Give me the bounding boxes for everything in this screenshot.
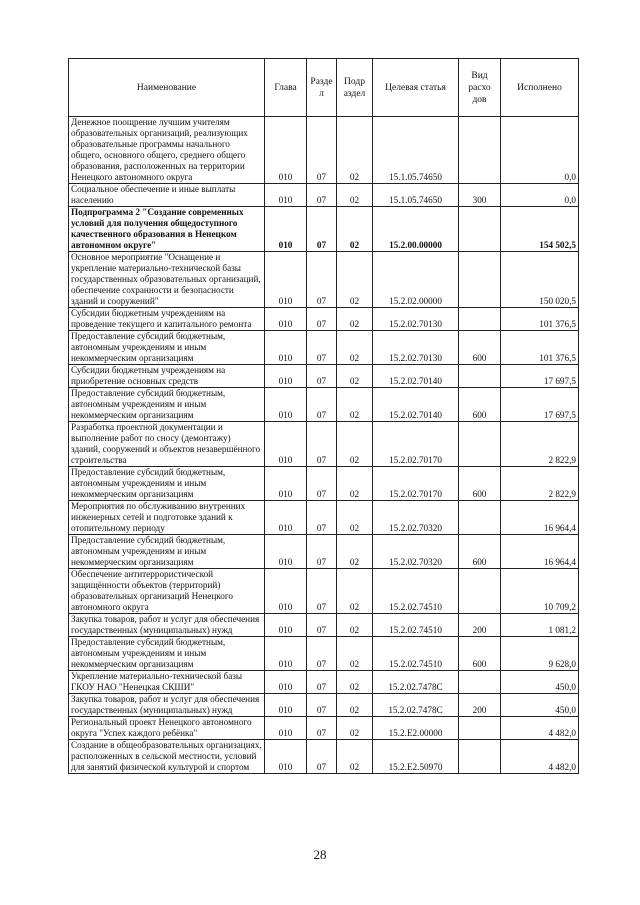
- row-target: 15.2.Е2.50970: [373, 740, 459, 774]
- row-name: Создание в общеобразовательных организациях, расположенных в сельской местности, условий для занятий физической культурой и спортом: [69, 740, 265, 774]
- row-vid: [459, 422, 501, 467]
- row-razdel: 07: [307, 117, 337, 184]
- row-razdel: 07: [307, 467, 337, 501]
- row-glava: 010: [265, 501, 307, 535]
- table-row: [69, 694, 579, 717]
- table-row: [69, 184, 579, 207]
- row-target: 15.1.05.74650: [373, 184, 459, 207]
- row-executed: 10 709,2: [501, 569, 579, 614]
- row-name: Закупка товаров, работ и услуг для обеспечения государственных (муниципальных) нужд: [69, 614, 265, 637]
- table-row: [69, 388, 579, 422]
- table-row: [69, 207, 579, 252]
- row-podrazdel: 02: [337, 308, 373, 331]
- row-podrazdel: 02: [337, 637, 373, 671]
- row-glava: 010: [265, 117, 307, 184]
- row-razdel: 07: [307, 637, 337, 671]
- row-razdel: 07: [307, 740, 337, 774]
- table-row: [69, 365, 579, 388]
- row-podrazdel: 02: [337, 501, 373, 535]
- row-name: Предоставление субсидий бюджетным, автономным учреждениям и иным некоммерческим организациям: [69, 331, 265, 365]
- row-glava: 010: [265, 467, 307, 501]
- row-podrazdel: 02: [337, 331, 373, 365]
- table-row: [69, 117, 579, 184]
- row-target: 15.2.02.7478С: [373, 671, 459, 694]
- row-vid: [459, 569, 501, 614]
- row-executed: 16 964,4: [501, 501, 579, 535]
- row-vid: 600: [459, 331, 501, 365]
- row-target: 15.2.02.70130: [373, 308, 459, 331]
- table-row: [69, 501, 579, 535]
- row-razdel: 07: [307, 365, 337, 388]
- row-name: Социальное обеспечение и иные выплаты населению: [69, 184, 265, 207]
- row-executed: 17 697,5: [501, 365, 579, 388]
- row-name: Предоставление субсидий бюджетным, автономным учреждениям и иным некоммерческим организациям: [69, 535, 265, 569]
- table-row: [69, 308, 579, 331]
- row-vid: 600: [459, 637, 501, 671]
- row-executed: 2 822,9: [501, 422, 579, 467]
- row-vid: 200: [459, 694, 501, 717]
- row-razdel: 07: [307, 501, 337, 535]
- row-vid: [459, 207, 501, 252]
- row-target: 15.2.02.7478С: [373, 694, 459, 717]
- row-glava: 010: [265, 252, 307, 308]
- row-glava: 010: [265, 308, 307, 331]
- row-name: Субсидии бюджетным учреждениям на проведение текущего и капитального ремонта: [69, 308, 265, 331]
- table-row: [69, 252, 579, 308]
- row-razdel: 07: [307, 388, 337, 422]
- row-name: Мероприятия по обслуживанию внутренних инженерных сетей и подготовке зданий к отопительному периоду: [69, 501, 265, 535]
- table-row: [69, 569, 579, 614]
- row-glava: 010: [265, 569, 307, 614]
- row-executed: 9 628,0: [501, 637, 579, 671]
- row-podrazdel: 02: [337, 569, 373, 614]
- table-row: [69, 535, 579, 569]
- row-razdel: 07: [307, 308, 337, 331]
- row-glava: 010: [265, 637, 307, 671]
- table-row: [69, 717, 579, 740]
- row-name: Предоставление субсидий бюджетным, автономным учреждениям и иным некоммерческим организациям: [69, 637, 265, 671]
- header-podrazdel: Подр аздел: [337, 59, 373, 117]
- row-executed: 0,0: [501, 117, 579, 184]
- row-target: 15.2.02.70170: [373, 467, 459, 501]
- row-podrazdel: 02: [337, 671, 373, 694]
- budget-table: [68, 58, 579, 774]
- row-glava: 010: [265, 614, 307, 637]
- row-podrazdel: 02: [337, 365, 373, 388]
- row-executed: 17 697,5: [501, 388, 579, 422]
- row-name: Предоставление субсидий бюджетным, автономным учреждениям и иным некоммерческим организациям: [69, 388, 265, 422]
- row-executed: 450,0: [501, 694, 579, 717]
- row-glava: 010: [265, 207, 307, 252]
- row-target: 15.2.02.74510: [373, 637, 459, 671]
- row-name: Основное мероприятие "Оснащение и укрепление материально-технической базы государственных образовательных организаций, обеспечение сохранности и безопасности зданий и сооружений": [69, 252, 265, 308]
- row-vid: [459, 117, 501, 184]
- header-vid: Вид расхо дов: [459, 59, 501, 117]
- row-vid: 300: [459, 184, 501, 207]
- row-podrazdel: 02: [337, 117, 373, 184]
- header-executed: Исполнено: [501, 59, 579, 117]
- row-podrazdel: 02: [337, 252, 373, 308]
- header-name: Наименование: [69, 59, 265, 117]
- row-glava: 010: [265, 717, 307, 740]
- row-target: 15.2.02.70140: [373, 365, 459, 388]
- row-executed: 450,0: [501, 671, 579, 694]
- table-row: [69, 422, 579, 467]
- row-razdel: 07: [307, 717, 337, 740]
- row-razdel: 07: [307, 671, 337, 694]
- row-name: Обеспечение антитеррористической защищённости объектов (территорий) образовательных организаций Ненецкого автономного округа: [69, 569, 265, 614]
- table-row: [69, 637, 579, 671]
- row-glava: 010: [265, 422, 307, 467]
- row-executed: 2 822,9: [501, 467, 579, 501]
- row-target: 15.2.02.70320: [373, 501, 459, 535]
- row-glava: 010: [265, 184, 307, 207]
- row-podrazdel: 02: [337, 740, 373, 774]
- header-razdel: Разде л: [307, 59, 337, 117]
- row-glava: 010: [265, 365, 307, 388]
- row-vid: 600: [459, 535, 501, 569]
- row-razdel: 07: [307, 252, 337, 308]
- row-name: Укрепление материально-технической базы ГКОУ НАО "Ненецкая СКШИ": [69, 671, 265, 694]
- table-row: [69, 331, 579, 365]
- row-glava: 010: [265, 740, 307, 774]
- table-row: [69, 671, 579, 694]
- row-vid: [459, 252, 501, 308]
- row-name: Денежное поощрение лучшим учителям образовательных организаций, реализующих образовательные программы начального общего, основного общего, среднего общего образования, расположенных на территории Ненецкого автономного округа: [69, 117, 265, 184]
- row-vid: 600: [459, 467, 501, 501]
- row-glava: 010: [265, 671, 307, 694]
- row-target: 15.2.02.70320: [373, 535, 459, 569]
- row-razdel: 07: [307, 184, 337, 207]
- row-podrazdel: 02: [337, 467, 373, 501]
- row-podrazdel: 02: [337, 184, 373, 207]
- row-razdel: 07: [307, 331, 337, 365]
- row-target: 15.1.05.74650: [373, 117, 459, 184]
- row-name: Закупка товаров, работ и услуг для обеспечения государственных (муниципальных) нужд: [69, 694, 265, 717]
- row-executed: 154 502,5: [501, 207, 579, 252]
- row-name: Региональный проект Ненецкого автономного округа "Успех каждого ребёнка": [69, 717, 265, 740]
- row-executed: 101 376,5: [501, 331, 579, 365]
- row-razdel: 07: [307, 569, 337, 614]
- row-vid: [459, 308, 501, 331]
- row-name: Разработка проектной документации и выполнение работ по сносу (демонтажу) зданий, сооружений и объектов незавершённого строительства: [69, 422, 265, 467]
- row-vid: [459, 501, 501, 535]
- row-podrazdel: 02: [337, 614, 373, 637]
- table-body: [69, 117, 579, 774]
- row-razdel: 07: [307, 422, 337, 467]
- header-glava: Глава: [265, 59, 307, 117]
- row-executed: 4 482,0: [501, 717, 579, 740]
- row-target: 15.2.Е2.00000: [373, 717, 459, 740]
- row-razdel: 07: [307, 207, 337, 252]
- row-executed: 150 020,5: [501, 252, 579, 308]
- row-podrazdel: 02: [337, 388, 373, 422]
- table-row: [69, 614, 579, 637]
- row-target: 15.2.02.74510: [373, 614, 459, 637]
- row-name: Подпрограмма 2 "Создание современных условий для получения общедоступного качественного образования в Ненецком автономном округе": [69, 207, 265, 252]
- row-vid: [459, 671, 501, 694]
- page-number: 28: [313, 847, 327, 862]
- row-podrazdel: 02: [337, 207, 373, 252]
- row-executed: 0,0: [501, 184, 579, 207]
- row-podrazdel: 02: [337, 535, 373, 569]
- table-row: [69, 740, 579, 774]
- row-target: 15.2.02.70130: [373, 331, 459, 365]
- row-target: 15.2.02.70140: [373, 388, 459, 422]
- row-target: 15.2.02.00000: [373, 252, 459, 308]
- row-executed: 4 482,0: [501, 740, 579, 774]
- table-row: [69, 467, 579, 501]
- row-razdel: 07: [307, 535, 337, 569]
- row-vid: [459, 717, 501, 740]
- row-razdel: 07: [307, 614, 337, 637]
- row-target: 15.2.00.00000: [373, 207, 459, 252]
- row-vid: 200: [459, 614, 501, 637]
- row-glava: 010: [265, 388, 307, 422]
- row-glava: 010: [265, 331, 307, 365]
- row-glava: 010: [265, 535, 307, 569]
- row-vid: 600: [459, 388, 501, 422]
- row-executed: 101 376,5: [501, 308, 579, 331]
- row-vid: [459, 365, 501, 388]
- row-name: Предоставление субсидий бюджетным, автономным учреждениям и иным некоммерческим организациям: [69, 467, 265, 501]
- row-glava: 010: [265, 694, 307, 717]
- row-podrazdel: 02: [337, 717, 373, 740]
- row-podrazdel: 02: [337, 422, 373, 467]
- header-row: [69, 59, 579, 117]
- row-vid: [459, 740, 501, 774]
- header-target: Целевая статья: [373, 59, 459, 117]
- row-podrazdel: 02: [337, 694, 373, 717]
- row-target: 15.2.02.70170: [373, 422, 459, 467]
- row-name: Субсидии бюджетным учреждениям на приобретение основных средств: [69, 365, 265, 388]
- row-target: 15.2.02.74510: [373, 569, 459, 614]
- row-executed: 16 964,4: [501, 535, 579, 569]
- row-razdel: 07: [307, 694, 337, 717]
- row-executed: 1 081,2: [501, 614, 579, 637]
